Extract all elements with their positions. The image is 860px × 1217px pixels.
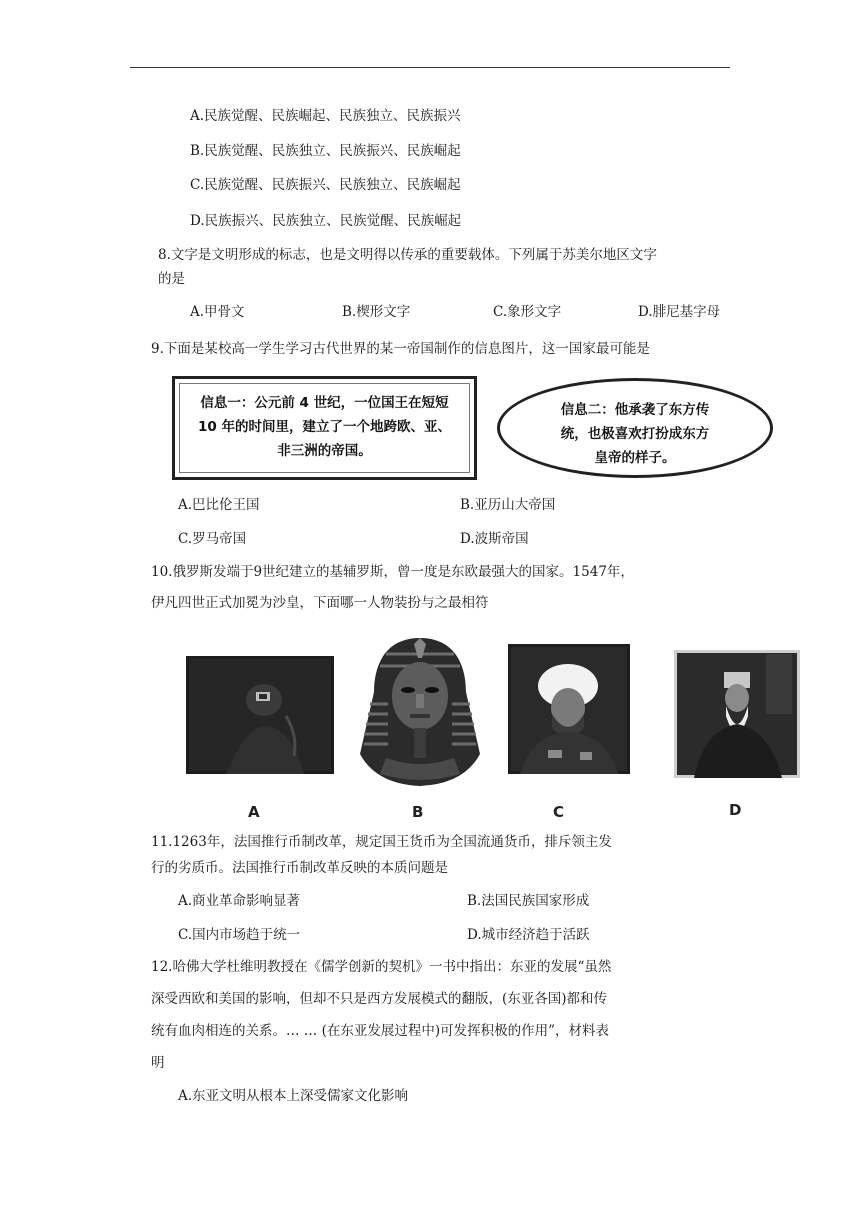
picture-label-a: A [248,803,260,821]
q10-stem-line2: 伊凡四世正式加冕为沙皇，下面哪一人物装扮与之最相符 [151,595,489,611]
q9-option-b: B.亚历山大帝国 [460,497,556,513]
info-card-two-text [520,398,750,470]
q8-stem-line1: 8.文字是文明形成的标志，也是文明得以传承的重要载体。下列属于苏美尔地区文字 [158,247,657,263]
q10-stem-line1: 10.俄罗斯发端于9世纪建立的基辅罗斯，曾一度是东欧最强大的国家。1547年， [151,564,634,580]
info1-line2: 10 年的时间里，建立了一个地跨欧、亚、 [198,419,451,435]
picture-label-b: B [412,803,424,821]
q9-option-c: C.罗马帝国 [178,531,247,547]
q11-stem-line2: 行的劣质币。法国推行币制改革反映的本质问题是 [151,860,448,876]
q11-option-b: B.法国民族国家形成 [467,893,590,909]
q7-option-a: A.民族觉醒、民族崛起、民族独立、民族振兴 [190,108,461,124]
q11-stem-line1: 11.1263年，法国推行币制改革，规定国王货币为全国流通货币，排斥领主发 [151,834,612,850]
q11-option-c: C.国内市场趋于统一 [178,927,301,943]
info-card-two [497,378,773,478]
q12-line3: 统有血肉相连的关系。… … (在东亚发展过程中)可发挥积极的作用”，材料表 [151,1023,610,1039]
q8-stem-line2: 的是 [158,271,185,287]
portrait-a-image [186,656,334,774]
q8-option-d: D.腓尼基字母 [638,304,721,320]
picture-label-d: D [729,801,742,819]
q12-line1: 12.哈佛大学杜维明教授在《儒学创新的契机》一书中指出：东亚的发展“虽然 [151,959,612,975]
q8-option-b: B.楔形文字 [342,304,411,320]
picture-label-c: C [553,803,565,821]
q12-line2: 深受西欧和美国的影响，但却不只是西方发展模式的翻版，(东亚各国)都和传 [151,991,608,1007]
q11-option-d: D.城市经济趋于活跃 [467,927,590,943]
info-card-one-text [183,391,466,463]
info2-line3: 皇帝的样子。 [594,450,676,466]
info2-line2: 统，也极喜欢打扮成东方 [560,426,710,442]
q12-line4: 明 [151,1055,165,1071]
q9-stem: 9.下面是某校高一学生学习古代世界的某一帝国制作的信息图片，这一国家最可能是 [151,341,650,357]
q8-option-a: A.甲骨文 [190,304,245,320]
q11-option-a: A.商业革命影响显著 [178,893,301,909]
q7-option-c: C.民族觉醒、民族振兴、民族独立、民族崛起 [190,177,461,193]
q7-option-d: D.民族振兴、民族独立、民族觉醒、民族崛起 [190,213,462,229]
q9-option-a: A.巴比伦王国 [178,497,260,513]
portrait-c-image [508,644,630,774]
info-card-one [172,376,477,480]
q9-option-d: D.波斯帝国 [460,531,529,547]
q8-option-c: C.象形文字 [493,304,562,320]
info1-line1: 信息一：公元前 4 世纪，一位国王在短短 [200,395,449,411]
header-rule [130,67,730,68]
info1-line3: 非三洲的帝国。 [277,443,372,459]
portrait-d-image [674,650,800,778]
q12-option-a: A.东亚文明从根本上深受儒家文化影响 [178,1088,409,1104]
portrait-b-pharaoh-mask-image [356,634,484,789]
info2-line1: 信息二：他承袭了东方传 [560,402,710,418]
q7-option-b: B.民族觉醒、民族独立、民族振兴、民族崛起 [190,143,461,159]
